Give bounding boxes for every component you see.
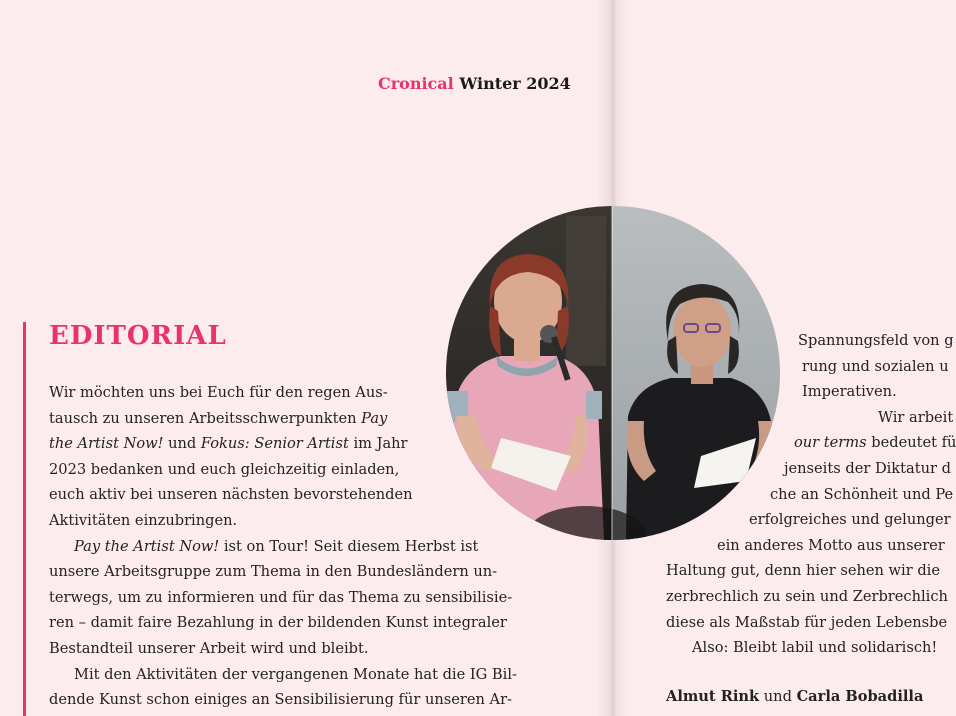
accent-bar	[23, 322, 26, 716]
text-run: Aktivitäten einzubringen.	[49, 511, 238, 529]
text-line	[692, 635, 937, 661]
text-line	[49, 636, 549, 662]
text-run: Mit den Aktivitäten der vergangenen Monate hat die IG Bil-	[74, 665, 517, 683]
text-line	[794, 430, 956, 456]
text-line	[666, 610, 947, 636]
author-name-2: Carla Bobadilla	[796, 688, 924, 705]
text-run: terwegs, um zu informieren und für das Thema zu sensibilisie-	[49, 588, 513, 606]
text-line	[49, 687, 549, 713]
text-run: dende Kunst schon einiges an Sensibilisierung für unseren Ar-	[49, 691, 512, 709]
text-run: tausch zu unseren Arbeitsschwerpunkten	[49, 409, 362, 427]
text-run: im Jahr	[348, 435, 408, 453]
text-line	[770, 482, 953, 508]
text-run: erfolgreiches und gelunger	[749, 511, 951, 529]
text-line	[49, 508, 549, 534]
text-run: ist on Tour! Seit diesem Herbst ist	[219, 537, 479, 555]
text-line	[49, 585, 549, 611]
text-run: che an Schönheit und Pe	[770, 485, 954, 503]
text-run: Imperativen.	[802, 383, 897, 401]
text-run: Wir arbeit	[878, 408, 954, 426]
text-run: zerbrechlich zu sein und Zerbrechlich	[666, 588, 948, 605]
text-line	[749, 507, 951, 533]
text-run: und	[163, 435, 201, 453]
text-run: ein anderes Motto aus unserer	[717, 536, 945, 554]
editors-photo	[446, 206, 780, 540]
editorial-title: EDITORIAL	[49, 321, 227, 351]
text-line	[802, 354, 949, 380]
issue-season: Winter 2024	[459, 74, 571, 93]
magazine-brand: Cronical	[378, 74, 454, 93]
text-line	[49, 610, 549, 636]
text-run: unsere Arbeitsgruppe zum Thema in den Bundesländern un-	[49, 563, 498, 581]
text-line	[49, 559, 549, 585]
author-name-1: Almut Rink	[666, 688, 760, 705]
text-run: Wir möchten uns bei Euch für den regen Aus-	[49, 384, 388, 401]
text-line	[49, 482, 549, 508]
text-run: ren – damit faire Bezahlung in der bildenden Kunst integraler	[49, 614, 507, 632]
magazine-header	[378, 74, 571, 93]
text-run: euch aktiv bei unseren nächsten bevorstehenden	[49, 486, 413, 504]
text-run: bedeutet fü	[866, 434, 956, 452]
signature-connector: und	[759, 688, 797, 705]
italic-term: Fokus: Senior Artist	[200, 435, 349, 453]
text-line	[666, 558, 940, 584]
text-line	[798, 328, 954, 354]
text-run: diese als Maßstab für jeden Lebensbe	[666, 613, 948, 631]
text-line	[784, 456, 951, 482]
text-run: 2023 bedanken und euch gleichzeitig einladen,	[49, 460, 400, 478]
text-line	[717, 533, 945, 559]
text-line	[49, 534, 549, 560]
italic-term: the Artist Now!	[49, 435, 164, 453]
editorial-signature	[666, 688, 923, 705]
italic-term: our terms	[794, 434, 867, 452]
italic-term: Pay the Artist Now!	[74, 537, 220, 555]
text-line	[666, 584, 948, 610]
text-line	[802, 379, 897, 405]
italic-term: Pay	[361, 409, 388, 427]
text-run: rung und sozialen u	[802, 357, 949, 375]
text-line	[49, 662, 549, 688]
text-line	[878, 405, 953, 431]
editors-photo-image	[446, 206, 780, 540]
text-run: Haltung gut, denn hier sehen wir die	[666, 562, 940, 580]
text-run: jenseits der Diktatur d	[784, 460, 951, 477]
text-run: Spannungsfeld von g	[798, 332, 954, 349]
text-run: Also: Bleibt labil und solidarisch!	[692, 639, 938, 657]
text-run: Bestandteil unserer Arbeit wird und bleibt.	[49, 639, 369, 657]
